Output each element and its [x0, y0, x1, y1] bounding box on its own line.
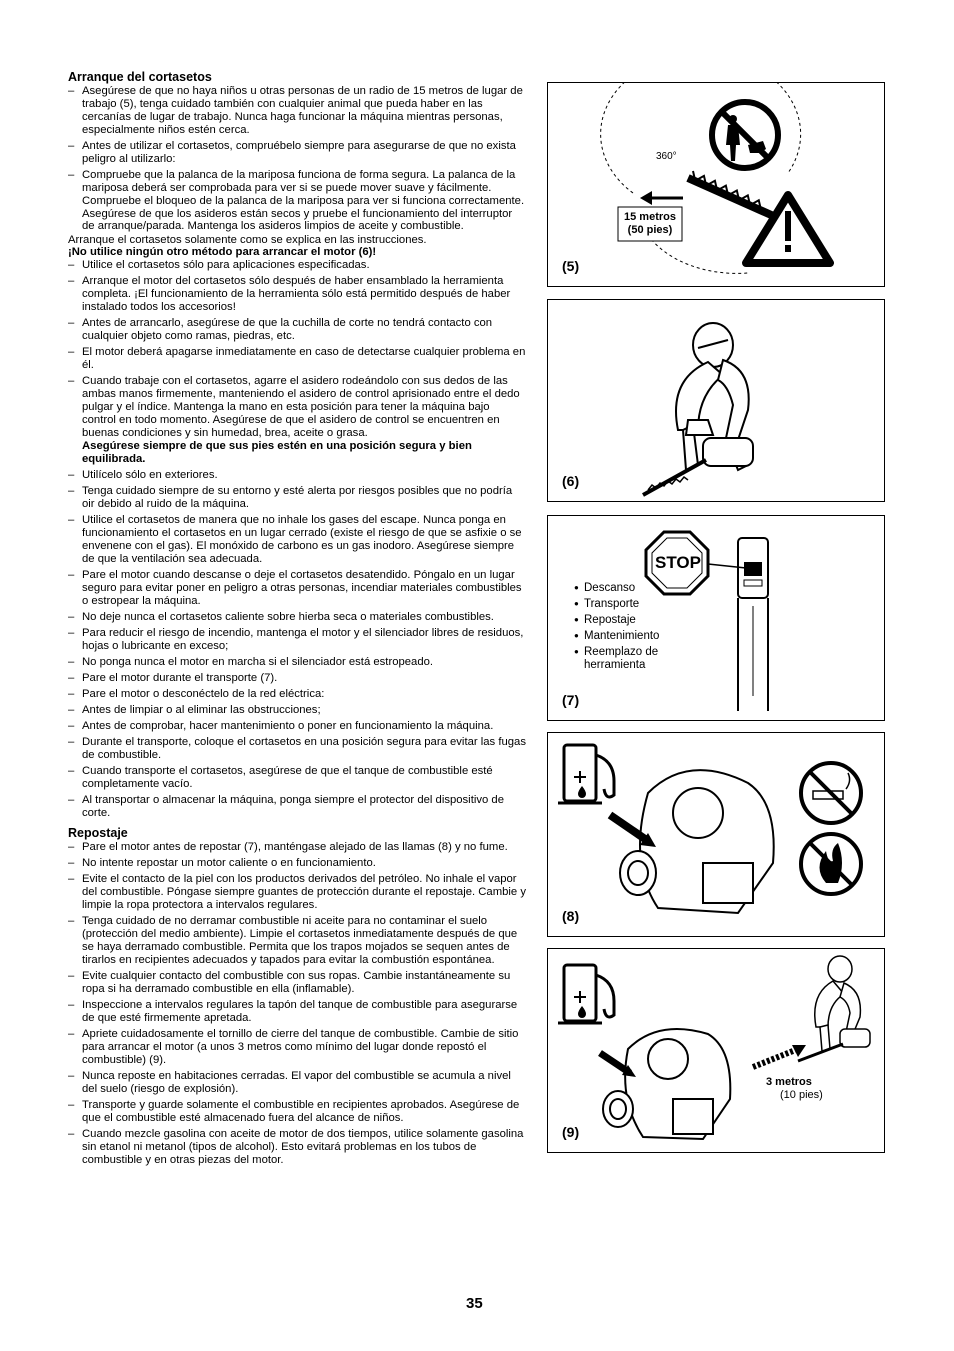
no-smoking-icon — [801, 763, 861, 823]
figure-6 — [547, 299, 885, 502]
figure-label: (7) — [562, 692, 580, 708]
list-item: – Tenga cuidado de no derramar combustible ni aceite para no contaminar el suelo (protección del medio ambiente). Limpie el cortasetos inmediatamente después de que se haya derramado combustible. Permita que los trapos mojados se sequen antes de tirarlos en recipientes adecuados y tapados para evitar la combustión espontánea. — [68, 915, 526, 967]
motion-arrow-icon — [753, 1045, 806, 1067]
figure-7 — [547, 515, 885, 721]
list-item: – Para reducir el riesgo de incendio, mantenga el motor y el silenciador libres de residuos, hojas o lubricante en exceso; — [68, 627, 526, 653]
list-item: – Nunca reposte en habitaciones cerradas. El vapor del combustible se acumula a nivel del suelo (riesgo de explosión). — [68, 1070, 526, 1096]
list-item: – No ponga nunca el motor en marcha si el silenciador está estropeado. — [68, 656, 526, 669]
starting-engine-illustration — [548, 300, 884, 501]
list-item: – Antes de arrancarlo, asegúrese de que la cuchilla de corte no tendrá contacto con cualquier objeto como ramas, piedras, etc. — [68, 317, 526, 343]
list-item: – Tenga cuidado siempre de su entorno y esté alerta por riesgos posibles que no podría oir debido al ruido de la máquina. — [68, 485, 526, 511]
list-arranque-a — [68, 85, 526, 233]
list-item: – Arranque el motor del cortasetos sólo después de haber ensamblado la herramienta completa. ¡El funcionamiento de la herramienta sólo está permitido después de haber instalado todos los accesorios! — [68, 275, 526, 314]
distance-meters: 15 metros — [624, 211, 676, 223]
list-item: ● Descanso — [574, 580, 659, 596]
arrow-left-icon — [640, 191, 683, 205]
no-fire-icon — [801, 834, 861, 894]
hedge-trimmer-icon — [643, 438, 753, 495]
text-column — [68, 70, 526, 1170]
list-item: ● Repostaje — [574, 612, 659, 628]
handle-icon — [708, 538, 768, 711]
list-item: – El motor deberá apagarse inmediatamente en caso de detectarse cualquier problema en él. — [68, 346, 526, 372]
list-item: – Asegúrese de que no haya niños u otras personas de un radio de 15 metros de lugar de trabajo (5), tenga cuidado también con cualquier animal que pueda haber en las cercanías de lugar de trabajo. Nunca haga funcionar la máquina mientras personas, especialmente niños estén cerca. — [68, 85, 526, 137]
list-item: – Utilice el cortasetos sólo para aplicaciones especificadas. — [68, 259, 526, 272]
list-item: – No deje nunca el cortasetos caliente sobre hierba seca o materiales combustibles. — [68, 611, 526, 624]
list-item: – Pare el motor o desconéctelo de la red eléctrica: — [68, 688, 526, 701]
list-item — [68, 375, 526, 465]
paragraph: Arranque el cortasetos solamente como se explica en las instrucciones. — [68, 233, 427, 246]
distance-meters: 3 metros — [766, 1076, 812, 1088]
section-title-arranque: Arranque del cortasetos — [68, 70, 212, 84]
list-item: – Compruebe que la palanca de la mariposa funciona de forma segura. La palanca de la mariposa deberá ser comprobada para ver si se puede mover suave y fácilmente. Compruebe el bloqueo de la palanca de la mariposa para ver si funciona correctamente. Asegúrese de que los asideros están secos y pruebe el funcionamiento del interruptor de arranque/parada. Mantenga los asideros limpios de aceite y combustible. — [68, 169, 526, 234]
list-item: – Evite el contacto de la piel con los productos derivados del petróleo. No inhale el vapor del combustible. Póngase siempre guantes de protección durante el repostaje. Cambie y limpie la ropa protectora a intervalos regulares. — [68, 873, 526, 912]
list-item-text: Cuando trabaje con el cortasetos, agarre el asidero rodeándolo con sus dedos de las ambas manos firmemente, manteniendo el asidero de control aprisionado entre el dedo pulgar y el índice. Mantenga la mano en esta posición para tener la máquina bajo control en todo momento. Asegúrese de que el asidero de control se encuentren en buenas condiciones y sin humedad, brea, aceite o grasa. — [82, 375, 520, 439]
list-item: – Pare el motor cuando descanse o deje el cortasetos desatendido. Póngalo en un lugar seguro para evitar poner en peligro a otras personas, incendiar materiales combustibles o estropear la máquina. — [68, 569, 526, 608]
list-item-continuation: herramienta — [584, 659, 646, 671]
engine-icon — [603, 1029, 730, 1139]
stop-reasons-list — [574, 580, 659, 673]
list-item: – Transporte y guarde solamente el combustible en recipientes aprobados. Asegúrese de que el combustible esté almacenado fuera del alcance de niños. — [68, 1099, 526, 1125]
page-number: 35 — [466, 1295, 483, 1312]
hedge-trimmer-icon — [688, 171, 778, 218]
figure-9 — [547, 948, 885, 1153]
fuel-pump-icon — [558, 745, 614, 803]
list-item: – Inspeccione a intervalos regulares la tapón del tanque de combustible para asegurarse de que esté firmemente apretada. — [68, 999, 526, 1025]
list-item: – Apriete cuidadosamente el tornillo de cierre del tanque de combustible. Cambie de sitio para arrancar el motor (a unos 3 metros como mínimo del lugar donde repostó el combustible) (9). — [68, 1028, 526, 1067]
no-people-icon — [712, 102, 778, 168]
operator-icon — [798, 956, 870, 1061]
list-item: – Cuando transporte el cortasetos, asegúrese de que el tanque de combustible esté completamente vacío. — [68, 765, 526, 791]
list-item: ● Reemplazo de — [574, 644, 659, 660]
list-item: – Antes de utilizar el cortasetos, compruébelo siempre para asegurarse de que no exista peligro al utilizarlo: — [68, 140, 526, 166]
list-item: – Utilícelo sólo en exteriores. — [68, 469, 526, 482]
list-arranque-b — [68, 259, 526, 465]
list-item: – Utilice el cortasetos de manera que no inhale los gases del escape. Nunca ponga en funcionamiento el cortasetos en un lugar cerrado (existe el riesgo de que se asfixie o se envenene con el gas). El monóxido de carbono es un gas inodoro. Asegúrese siempre de que la ventilación sea adecuada. — [68, 514, 526, 566]
figure-label: (6) — [562, 473, 580, 489]
list-item: – Antes de comprobar, hacer mantenimiento o poner en funcionamiento la máquina. — [68, 720, 526, 733]
figure-label: (9) — [562, 1124, 580, 1140]
distance-label — [620, 211, 680, 237]
figure-label: (8) — [562, 908, 580, 924]
list-item: – Cuando mezcle gasolina con aceite de motor de dos tiempos, utilice solamente gasolina sin etanol ni metanol (tipos de alcohol). Esto evitará problemas en los tubos de combustible y en otras piezas del motor. — [68, 1128, 526, 1167]
list-item: – Al transportar o almacenar la máquina, ponga siempre el protector del dispositivo de corte. — [68, 794, 526, 820]
list-item: – Pare el motor antes de repostar (7), manténgase alejado de las llamas (8) y no fume. — [68, 841, 526, 854]
distance-feet: (50 pies) — [627, 224, 673, 236]
fuel-pump-icon — [558, 965, 614, 1023]
list-item-bold: Asegúrese siempre de que sus pies estén en una posición segura y bien equilibrada. — [82, 439, 472, 465]
distance-label — [766, 1076, 823, 1102]
list-item: – Evite cualquier contacto del combustible con sus ropas. Cambie instantáneamente su ropa si ha derramado combustible en ella (inflamable). — [68, 970, 526, 996]
list-item: – Antes de limpiar o al eliminar las obstrucciones; — [68, 704, 526, 717]
section-title-repostaje: Repostaje — [68, 826, 128, 841]
list-arranque-c — [68, 469, 526, 820]
list-item: – Durante el transporte, coloque el cortasetos en una posición segura para evitar las fugas de combustible. — [68, 736, 526, 762]
list-item: ● Transporte — [574, 596, 659, 612]
list-item: – No intente repostar un motor caliente o en funcionamiento. — [68, 857, 526, 870]
refueling-illustration — [548, 733, 884, 936]
safety-radius-illustration — [548, 83, 884, 286]
list-repostaje — [68, 841, 526, 1167]
stop-label: STOP — [655, 553, 701, 572]
list-item: – Pare el motor durante el transporte (7). — [68, 672, 526, 685]
bold-paragraph: ¡No utilice ningún otro método para arrancar el motor (6)! — [68, 246, 377, 259]
figure-label: (5) — [562, 258, 580, 274]
figure-5 — [547, 82, 885, 287]
move-away-illustration — [548, 949, 884, 1152]
list-item: ● Mantenimiento — [574, 628, 659, 644]
distance-feet: (10 pies) — [780, 1089, 823, 1101]
figure-8 — [547, 732, 885, 937]
angle-label: 360° — [656, 151, 677, 162]
